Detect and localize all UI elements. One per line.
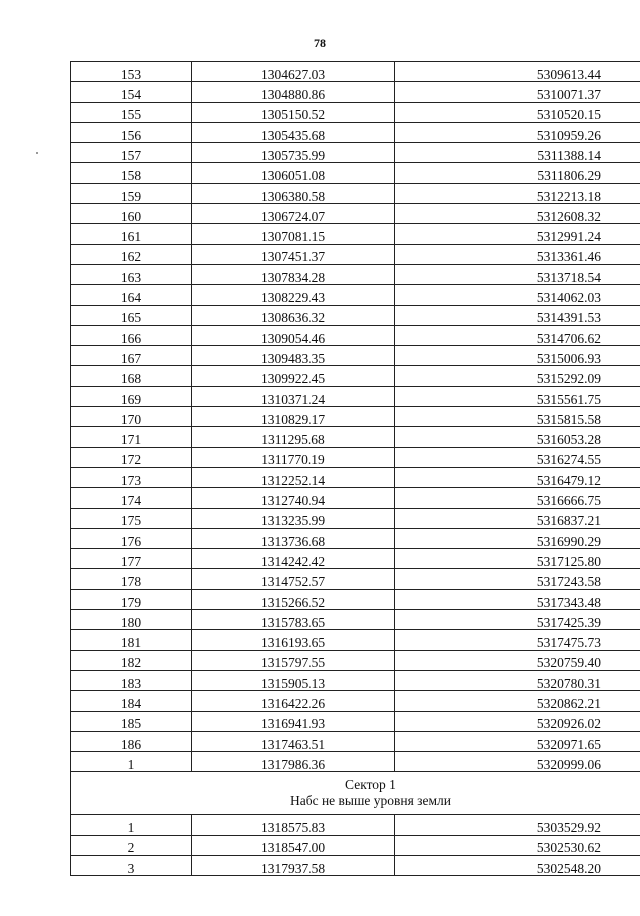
point-number-cell: 2 (71, 835, 192, 855)
point-number-cell: 163 (71, 264, 192, 284)
table-row (71, 508, 640, 528)
point-number-cell: 183 (71, 670, 192, 690)
point-number-cell: 179 (71, 589, 192, 609)
sector-subtitle: Набс не выше уровня земли (289, 793, 452, 809)
table-row (71, 528, 640, 548)
point-number-cell: 166 (71, 325, 192, 345)
x-coordinate-cell: 1314242.42 (192, 549, 395, 569)
y-coordinate-cell: 5315006.93 (395, 346, 640, 366)
point-number-cell: 155 (71, 102, 192, 122)
point-number-cell: 164 (71, 285, 192, 305)
y-coordinate-cell: 5311806.29 (395, 163, 640, 183)
point-number-cell: 173 (71, 467, 192, 487)
y-coordinate-cell: 5320926.02 (395, 711, 640, 731)
x-coordinate-cell: 1309483.35 (192, 346, 395, 366)
table-row (71, 102, 640, 122)
table-row (71, 325, 640, 345)
table-row (71, 305, 640, 325)
table-row (71, 204, 640, 224)
y-coordinate-cell: 5320862.21 (395, 691, 640, 711)
table-row (71, 630, 640, 650)
table-row (71, 386, 640, 406)
y-coordinate-cell: 5317475.73 (395, 630, 640, 650)
point-number-cell: 167 (71, 346, 192, 366)
point-number-cell: 177 (71, 549, 192, 569)
x-coordinate-cell: 1305435.68 (192, 122, 395, 142)
table-row (71, 447, 640, 467)
x-coordinate-cell: 1312740.94 (192, 488, 395, 508)
point-number-cell: 174 (71, 488, 192, 508)
table-row (71, 731, 640, 751)
point-number-cell: 1 (71, 815, 192, 835)
x-coordinate-cell: 1309054.46 (192, 325, 395, 345)
coordinates-table (70, 61, 640, 876)
y-coordinate-cell: 5314391.53 (395, 305, 640, 325)
y-coordinate-cell: 5316837.21 (395, 508, 640, 528)
x-coordinate-cell: 1310829.17 (192, 407, 395, 427)
x-coordinate-cell: 1306051.08 (192, 163, 395, 183)
x-coordinate-cell: 1316941.93 (192, 711, 395, 731)
y-coordinate-cell: 5320971.65 (395, 731, 640, 751)
point-number-cell: 161 (71, 224, 192, 244)
y-coordinate-cell: 5313361.46 (395, 244, 640, 264)
sector-cell (71, 772, 640, 815)
y-coordinate-cell: 5312213.18 (395, 183, 640, 203)
y-coordinate-cell: 5315292.09 (395, 366, 640, 386)
table-row (71, 488, 640, 508)
x-coordinate-cell: 1316193.65 (192, 630, 395, 650)
y-coordinate-cell: 5312991.24 (395, 224, 640, 244)
x-coordinate-cell: 1315266.52 (192, 589, 395, 609)
y-coordinate-cell: 5317243.58 (395, 569, 640, 589)
table-row (71, 467, 640, 487)
y-coordinate-cell: 5302530.62 (395, 835, 640, 855)
table-row (71, 264, 640, 284)
table-row (71, 549, 640, 569)
sector-row (71, 772, 640, 815)
x-coordinate-cell: 1306380.58 (192, 183, 395, 203)
x-coordinate-cell: 1317463.51 (192, 731, 395, 751)
x-coordinate-cell: 1309922.45 (192, 366, 395, 386)
table-row (71, 835, 640, 855)
table-row (71, 366, 640, 386)
point-number-cell: 168 (71, 366, 192, 386)
x-coordinate-cell: 1304880.86 (192, 82, 395, 102)
point-number-cell: 157 (71, 143, 192, 163)
y-coordinate-cell: 5315815.58 (395, 407, 640, 427)
table-row (71, 122, 640, 142)
table-row (71, 183, 640, 203)
table-row (71, 670, 640, 690)
table-row (71, 589, 640, 609)
point-number-cell: 156 (71, 122, 192, 142)
y-coordinate-cell: 5316990.29 (395, 528, 640, 548)
y-coordinate-cell: 5316053.28 (395, 427, 640, 447)
table-row (71, 143, 640, 163)
y-coordinate-cell: 5317343.48 (395, 589, 640, 609)
y-coordinate-cell: 5311388.14 (395, 143, 640, 163)
y-coordinate-cell: 5314706.62 (395, 325, 640, 345)
x-coordinate-cell: 1318575.83 (192, 815, 395, 835)
x-coordinate-cell: 1313235.99 (192, 508, 395, 528)
table-row (71, 569, 640, 589)
table-row (71, 224, 640, 244)
point-number-cell: 162 (71, 244, 192, 264)
table-row (71, 82, 640, 102)
x-coordinate-cell: 1307081.15 (192, 224, 395, 244)
x-coordinate-cell: 1316422.26 (192, 691, 395, 711)
y-coordinate-cell: 5320780.31 (395, 670, 640, 690)
x-coordinate-cell: 1308636.32 (192, 305, 395, 325)
y-coordinate-cell: 5316479.12 (395, 467, 640, 487)
x-coordinate-cell: 1313736.68 (192, 528, 395, 548)
x-coordinate-cell: 1310371.24 (192, 386, 395, 406)
x-coordinate-cell: 1317986.36 (192, 752, 395, 772)
y-coordinate-cell: 5310520.15 (395, 102, 640, 122)
point-number-cell: 160 (71, 204, 192, 224)
table-row (71, 244, 640, 264)
coordinates-rows-top (71, 62, 640, 772)
table-row (71, 285, 640, 305)
x-coordinate-cell: 1307451.37 (192, 244, 395, 264)
point-number-cell: 1 (71, 752, 192, 772)
x-coordinate-cell: 1312252.14 (192, 467, 395, 487)
y-coordinate-cell: 5313718.54 (395, 264, 640, 284)
y-coordinate-cell: 5315561.75 (395, 386, 640, 406)
x-coordinate-cell: 1315905.13 (192, 670, 395, 690)
point-number-cell: 176 (71, 528, 192, 548)
table-row (71, 610, 640, 630)
point-number-cell: 3 (71, 855, 192, 875)
table-row (71, 407, 640, 427)
point-number-cell: 178 (71, 569, 192, 589)
x-coordinate-cell: 1311295.68 (192, 427, 395, 447)
y-coordinate-cell: 5303529.92 (395, 815, 640, 835)
point-number-cell: 186 (71, 731, 192, 751)
table-row (71, 711, 640, 731)
y-coordinate-cell: 5317425.39 (395, 610, 640, 630)
x-coordinate-cell: 1304627.03 (192, 62, 395, 82)
y-coordinate-cell: 5309613.44 (395, 62, 640, 82)
point-number-cell: 154 (71, 82, 192, 102)
y-coordinate-cell: 5316666.75 (395, 488, 640, 508)
x-coordinate-cell: 1311770.19 (192, 447, 395, 467)
y-coordinate-cell: 5310071.37 (395, 82, 640, 102)
table-row (71, 346, 640, 366)
point-number-cell: 158 (71, 163, 192, 183)
table-row (71, 427, 640, 447)
point-number-cell: 184 (71, 691, 192, 711)
point-number-cell: 181 (71, 630, 192, 650)
x-coordinate-cell: 1305150.52 (192, 102, 395, 122)
point-number-cell: 172 (71, 447, 192, 467)
table-row (71, 62, 640, 82)
x-coordinate-cell: 1315797.55 (192, 650, 395, 670)
point-number-cell: 153 (71, 62, 192, 82)
y-coordinate-cell: 5316274.55 (395, 447, 640, 467)
y-coordinate-cell: 5314062.03 (395, 285, 640, 305)
point-number-cell: 175 (71, 508, 192, 528)
table-row (71, 691, 640, 711)
point-number-cell: 180 (71, 610, 192, 630)
x-coordinate-cell: 1314752.57 (192, 569, 395, 589)
point-number-cell: 165 (71, 305, 192, 325)
y-coordinate-cell: 5302548.20 (395, 855, 640, 875)
x-coordinate-cell: 1315783.65 (192, 610, 395, 630)
y-coordinate-cell: 5310959.26 (395, 122, 640, 142)
x-coordinate-cell: 1306724.07 (192, 204, 395, 224)
coordinates-rows-bottom (71, 815, 640, 876)
y-coordinate-cell: 5320999.06 (395, 752, 640, 772)
page-number: 78 (314, 36, 326, 50)
table-row (71, 855, 640, 875)
point-number-cell: 169 (71, 386, 192, 406)
x-coordinate-cell: 1307834.28 (192, 264, 395, 284)
point-number-cell: 185 (71, 711, 192, 731)
x-coordinate-cell: 1308229.43 (192, 285, 395, 305)
y-coordinate-cell: 5317125.80 (395, 549, 640, 569)
point-number-cell: 159 (71, 183, 192, 203)
x-coordinate-cell: 1318547.00 (192, 835, 395, 855)
point-number-cell: 171 (71, 427, 192, 447)
table-row (71, 752, 640, 772)
y-coordinate-cell: 5312608.32 (395, 204, 640, 224)
sector-header (71, 772, 640, 815)
point-number-cell: 170 (71, 407, 192, 427)
scan-mark (36, 152, 38, 154)
table-row (71, 650, 640, 670)
table-row (71, 815, 640, 835)
point-number-cell: 182 (71, 650, 192, 670)
x-coordinate-cell: 1305735.99 (192, 143, 395, 163)
y-coordinate-cell: 5320759.40 (395, 650, 640, 670)
table-row (71, 163, 640, 183)
x-coordinate-cell: 1317937.58 (192, 855, 395, 875)
sector-title: Сектор 1 (345, 776, 396, 792)
